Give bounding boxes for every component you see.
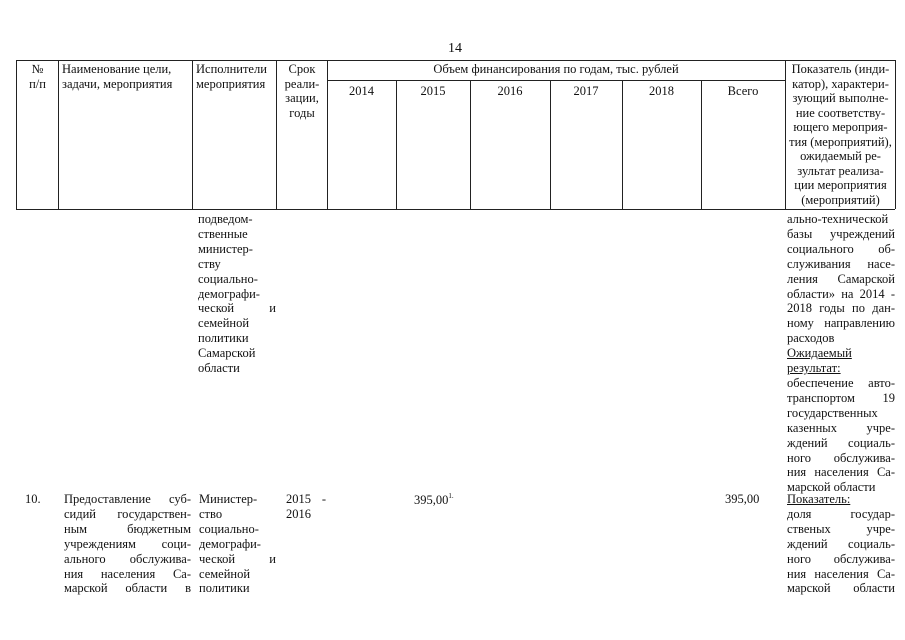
text-line: ждений социаль- — [787, 536, 895, 551]
header-text: Исполнители — [196, 62, 267, 76]
row10-total: 395,00 — [725, 492, 760, 506]
col-line — [895, 60, 896, 209]
text-line: ческой и — [199, 551, 276, 566]
text-line: семейной — [198, 316, 250, 331]
header-text: № — [31, 62, 44, 76]
header-text: (мероприятий) — [801, 192, 880, 207]
header-text: ции мероприятия — [794, 178, 887, 192]
row10-term — [286, 492, 326, 522]
text-line: марской области — [787, 581, 895, 596]
header-text: ние соответству- — [795, 105, 886, 120]
text-line: ству — [198, 256, 221, 271]
row10-indicator — [787, 492, 895, 596]
header-text: зультат реализа- — [797, 163, 884, 178]
continuation-executors — [198, 212, 276, 376]
col-line — [192, 60, 193, 209]
text-line: Предоставление суб- — [64, 492, 191, 506]
text-line: 2016 — [286, 506, 311, 521]
col-line — [396, 80, 397, 209]
header-year-2016: 2016 — [497, 84, 523, 98]
header-executors — [196, 62, 276, 91]
text-line: области» на 2014 - — [787, 286, 895, 301]
text-line: социально- — [199, 521, 259, 536]
header-year-2017: 2017 — [573, 84, 599, 98]
text-line: семейной — [199, 566, 251, 581]
header-text: п/п — [29, 76, 46, 91]
header-indicator — [786, 62, 895, 207]
col-line — [622, 80, 623, 209]
header-text: катор), характери- — [792, 76, 889, 91]
header-text: годы — [289, 105, 315, 120]
col-line — [550, 80, 551, 209]
text-line: Самарской — [198, 346, 256, 361]
row10-value-2015 — [414, 492, 454, 508]
header-text: мероприятия — [196, 76, 266, 91]
text-line: казенных учре- — [787, 420, 895, 435]
text-line: 2018 годы по дан- — [787, 301, 895, 316]
header-year-2014: 2014 — [349, 84, 374, 98]
text-line: ния населения Са- — [787, 566, 895, 581]
header-text: ожидаемый ре- — [800, 149, 881, 163]
header-text: зующий выполне- — [792, 91, 889, 105]
text-line: ственные — [198, 226, 248, 241]
text-line: служивания насе- — [787, 256, 895, 271]
header-text: тия (мероприятий), — [789, 134, 892, 149]
text-line: ния населения Са- — [64, 566, 191, 581]
text-line: политики — [198, 331, 249, 346]
indicator-label: Показатель: — [787, 492, 851, 506]
text-line: ственых учре- — [787, 521, 895, 536]
continuation-indicator — [787, 212, 895, 495]
header-text: ющего мероприя- — [793, 120, 888, 134]
col-line — [327, 60, 328, 209]
text-line: базы учреждений — [787, 226, 895, 241]
header-num — [17, 62, 58, 91]
text-line: транспортом 19 — [787, 390, 895, 405]
header-text: Наименование цели, — [62, 62, 172, 76]
text-line: сидий государствен- — [64, 506, 191, 521]
text-line: ления Самарской — [787, 271, 895, 286]
text-line: ным бюджетным — [64, 521, 191, 536]
header-name — [62, 62, 192, 91]
header-bottom-border — [16, 209, 895, 210]
header-year-2015: 2015 — [420, 84, 446, 98]
col-line — [701, 80, 702, 209]
text-line: расходов — [787, 331, 835, 346]
text-line: ния населения Са- — [787, 465, 895, 480]
text-line: государственных — [787, 405, 878, 420]
page-number: 14 — [448, 41, 462, 56]
text-line: ство — [199, 506, 223, 521]
text-line: ально-технической — [787, 212, 889, 226]
col-line — [58, 60, 59, 209]
footnote-marker: 1. — [448, 492, 454, 500]
row10-number: 10. — [25, 492, 41, 506]
text-line: политики — [199, 581, 250, 596]
row10-name — [64, 492, 191, 596]
text-line: ждений социаль- — [787, 435, 895, 450]
header-text: задачи, мероприятия — [62, 76, 173, 91]
text-line: ального обслужива- — [64, 551, 191, 566]
header-term — [277, 62, 327, 120]
text-line: 2015 - — [286, 492, 326, 506]
text-line: доля государ- — [787, 506, 895, 521]
text-line: ного обслужива- — [787, 450, 895, 465]
header-text: Показатель (инди- — [791, 62, 890, 76]
expected-result-label: результат: — [787, 361, 841, 376]
text-line: демографи- — [198, 286, 260, 301]
text-line: ному направлению — [787, 316, 895, 331]
header-text: зации, — [285, 91, 319, 105]
text-line: социального об- — [787, 241, 895, 256]
header-text: реали- — [284, 76, 320, 91]
text-line: подведом- — [198, 212, 253, 226]
header-funding-title: Объем финансирования по годам, тыс. рублей — [433, 62, 679, 76]
text-line: обеспечение авто- — [787, 375, 895, 390]
text-line: ного обслужива- — [787, 551, 895, 566]
header-top-border — [16, 60, 895, 61]
row10-executors — [199, 492, 276, 596]
value-text: 395,00 — [414, 493, 449, 507]
text-line: социально- — [198, 271, 258, 286]
text-line: области — [198, 361, 240, 376]
text-line: марской области — [787, 480, 876, 495]
text-line: Министер- — [199, 492, 258, 506]
col-line — [470, 80, 471, 209]
text-line: демографи- — [199, 536, 261, 551]
text-line: ческой и — [198, 301, 276, 316]
text-line: учреждениям соци- — [64, 536, 191, 551]
text-line: марской области в — [64, 581, 191, 596]
text-line: министер- — [198, 241, 253, 256]
expected-result-label: Ожидаемый — [787, 346, 852, 361]
header-year-2018: 2018 — [649, 84, 674, 98]
header-total: Всего — [727, 84, 759, 98]
header-text: Срок — [288, 62, 316, 76]
